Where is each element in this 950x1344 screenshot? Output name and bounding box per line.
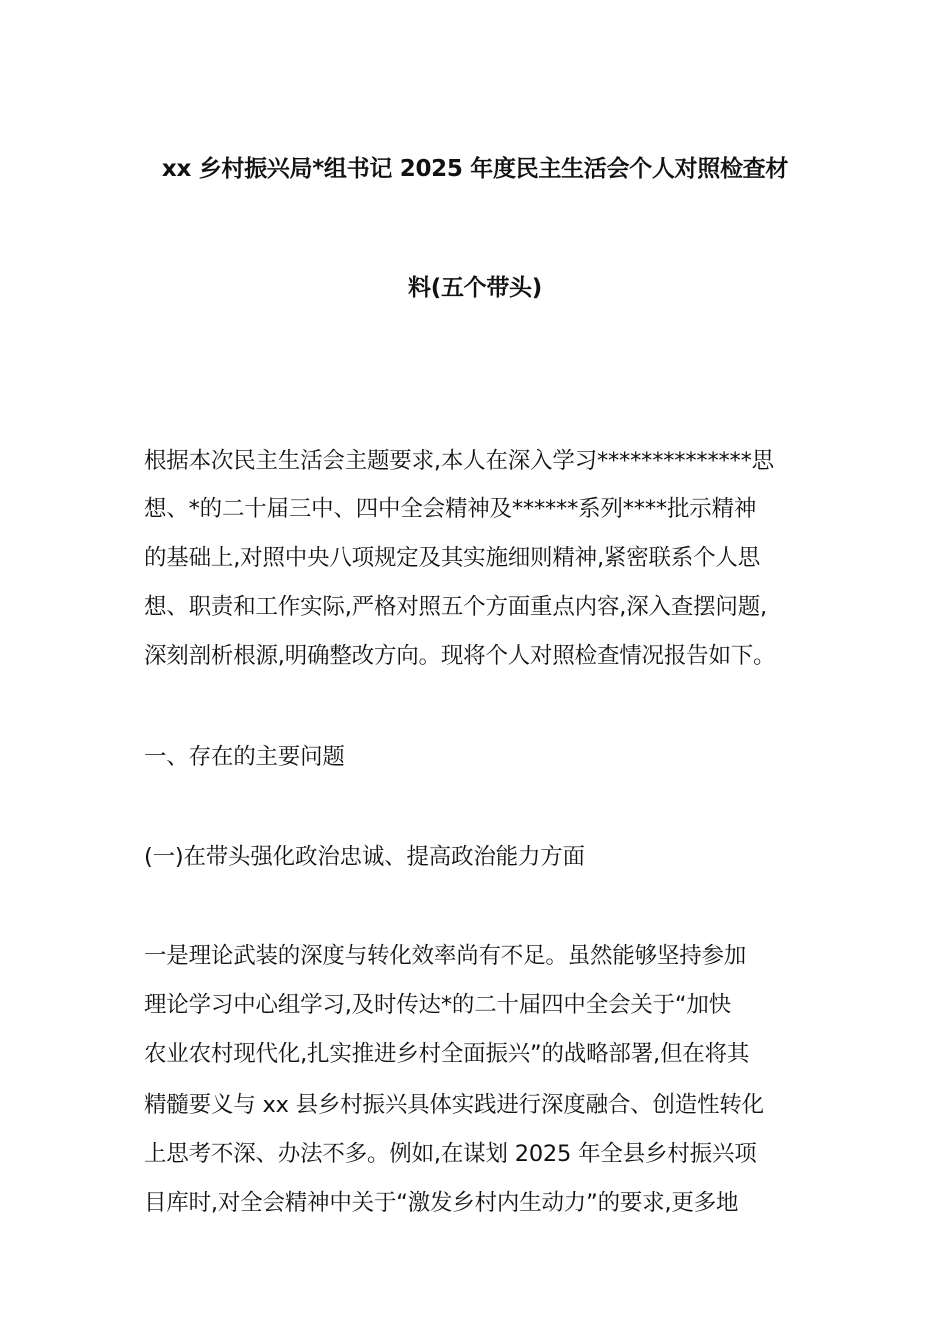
body-paragraph-line-6: 目库时,对全会精神中关于“激发乡村内生动力”的要求,更多地 [144,1190,739,1216]
section-heading: 一、存在的主要问题 [144,744,345,770]
document-title-line-2: 料(五个带头) [408,275,542,301]
body-paragraph-line-5: 上思考不深、办法不多。例如,在谋划 2025 年全县乡村振兴项 [144,1141,757,1167]
subsection-heading: (一)在带头强化政治忠诚、提高政治能力方面 [144,844,585,870]
document-title-line-1: xx 乡村振兴局*组书记 2025 年度民主生活会个人对照检查材 [161,156,789,182]
intro-paragraph-line-5: 深刻剖析根源,明确整改方向。现将个人对照检查情况报告如下。 [144,643,776,669]
body-paragraph-line-1: 一是理论武装的深度与转化效率尚有不足。虽然能够坚持参加 [144,943,747,969]
body-paragraph-line-4: 精髓要义与 xx 县乡村振兴具体实践进行深度融合、创造性转化 [144,1092,764,1118]
intro-paragraph-line-1: 根据本次民主生活会主题要求,本人在深入学习**************思 [144,448,774,474]
intro-paragraph-line-4: 想、职责和工作实际,严格对照五个方面重点内容,深入查摆问题, [144,594,767,620]
body-paragraph-line-2: 理论学习中心组学习,及时传达*的二十届四中全会关于“加快 [144,992,731,1018]
intro-paragraph-line-2: 想、*的二十届三中、四中全会精神及******系列****批示精神 [144,496,757,522]
body-paragraph-line-3: 农业农村现代化,扎实推进乡村全面振兴”的战略部署,但在将其 [144,1041,750,1067]
intro-paragraph-line-3: 的基础上,对照中央八项规定及其实施细则精神,紧密联系个人思 [144,545,761,571]
